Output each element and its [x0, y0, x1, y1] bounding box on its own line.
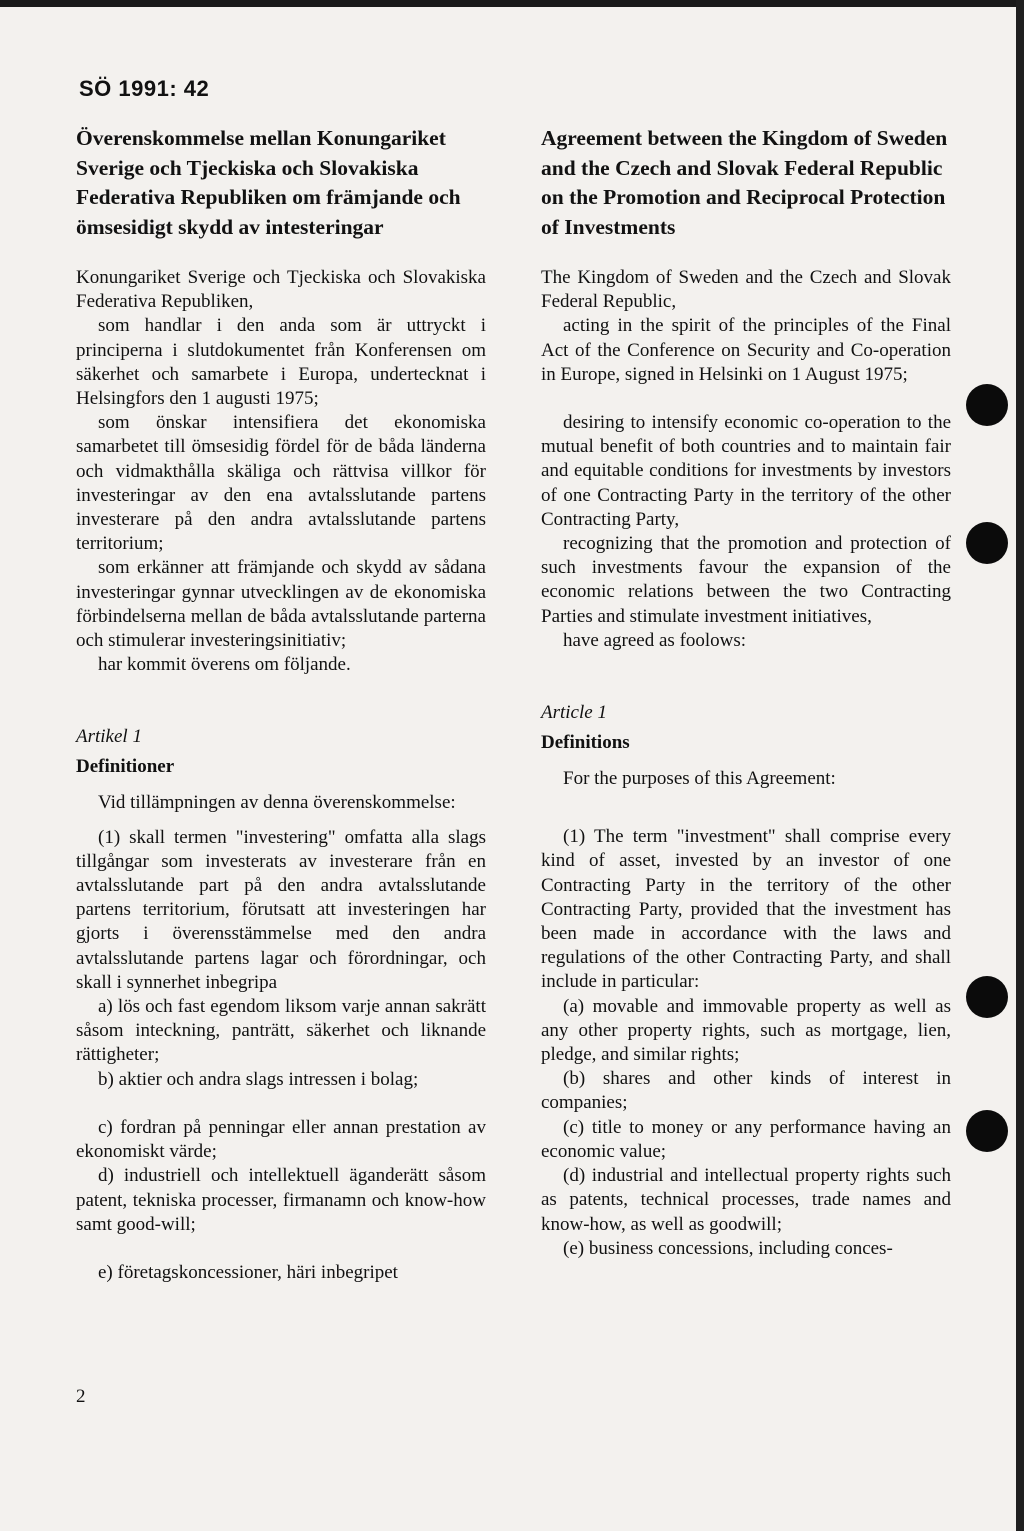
swedish-preamble-5: har kommit överens om följande. — [98, 654, 351, 676]
english-item-b: (b) shares and other kinds of interest in companies; — [541, 1068, 951, 1114]
swedish-item-1: (1) skall termen "investering" omfatta alla slags tillgångar som investerats av investerare från en avtalsslutande part på den andra avtalsslutande partens territorium, förutsatt att investeringen har gjorts i överensstämmelse med den andra avtalsslutande partens lagar och förordningar, och skall i synnerhet inbegripa — [76, 826, 486, 993]
english-item-a: (a) movable and immovable property as well as any other property rights, such as mortgage, lien, pledge, and similar rights; — [541, 995, 951, 1066]
english-preamble-2: acting in the spirit of the principles of the Final Act of the Conference on Security and Co-operation in Europe, signed in Helsinki on 1 August 1975; — [541, 315, 951, 385]
scan-top-edge — [0, 0, 1024, 7]
english-item-e: (e) business concessions, including conces- — [563, 1237, 893, 1259]
swedish-title: Överenskommelse mellan Konungariket Sverige och Tjeckiska och Slovakiska Federativa Republiken om främjande och ömsesidigt skydd av intesteringar — [76, 126, 461, 239]
english-column — [541, 124, 951, 1261]
document-reference: SÖ 1991: 42 — [79, 76, 210, 101]
scan-right-edge — [1016, 0, 1024, 1531]
english-title: Agreement between the Kingdom of Sweden and the Czech and Slovak Federal Republic on the Promotion and Reciprocal Protection of Investments — [541, 126, 948, 239]
swedish-preamble-4: som erkänner att främjande och skydd av sådana investeringar gynnar utvecklingen av de ekonomiska förbindelserna mellan de båda avtalsslutande parterna och stimulerar investeringsinitiativ; — [76, 557, 486, 652]
english-preamble-3: desiring to intensify economic co-operation to the mutual benefit of both countries and to maintain fair and equitable conditions for investments by investors of one Contracting Party in the territory of the other Contracting Party, — [541, 412, 951, 530]
english-article-intro: For the purposes of this Agreement: — [563, 768, 836, 790]
english-article-label: Article 1 — [541, 702, 607, 724]
swedish-preamble-2: som handlar i den anda som är uttryckt i principerna i slutdokumentet från Konferensen om säkerhet och samarbete i Europa, undertecknat i Helsingfors den 1 augusti 1975; — [76, 315, 486, 410]
english-preamble-5: have agreed as foolows: — [563, 629, 747, 651]
english-item-d: (d) industrial and intellectual property rights such as patents, technical processes, trade names and know-how, as well as goodwill; — [541, 1165, 951, 1235]
binder-hole-mark — [966, 976, 1008, 1018]
english-item-c: (c) title to money or any performance having an economic value; — [541, 1116, 951, 1162]
swedish-item-c: c) fordran på penningar eller annan prestation av ekonomiskt värde; — [76, 1116, 486, 1163]
swedish-item-d: d) industriell och intellektuell äganderätt såsom patent, tekniska processer, firmanamn och know-how samt good-will; — [76, 1165, 486, 1235]
english-article-heading: Definitions — [541, 732, 630, 754]
swedish-item-a: a) lös och fast egendom liksom varje annan sakrätt såsom inteckning, panträtt, säkerhet och liknande rättigheter; — [76, 996, 486, 1066]
english-preamble-4: recognizing that the promotion and protection of such investments favour the expansion of the economic relations between the two Contracting Parties and stimulate investment initiatives, — [541, 533, 951, 627]
page-number: 2 — [76, 1386, 86, 1407]
binder-hole-mark — [966, 1110, 1008, 1152]
swedish-article-heading: Definitioner — [76, 756, 175, 778]
binder-hole-mark — [966, 384, 1008, 426]
swedish-article-label: Artikel 1 — [76, 726, 142, 748]
english-preamble-1: The Kingdom of Sweden and the Czech and Slovak Federal Republic, — [541, 267, 951, 313]
english-item-1: (1) The term "investment" shall comprise every kind of asset, invested by an investor of one Contracting Party in the territory of the other Contracting Party, provided that the investment has been made in accordance with the laws and regulations of the other Contracting Party, and shall include in particular: — [541, 826, 951, 993]
swedish-column — [76, 124, 486, 1285]
swedish-preamble-3: som önskar intensifiera det ekonomiska samarbetet till ömsesidig fördel för de båda länderna och vidmakthålla skäliga och rättvisa villkor för investeringar av den ena avtalsslutande partens investerare på den andra avtalsslutande partens territorium; — [76, 412, 486, 555]
swedish-item-b: b) aktier och andra slags intressen i bolag; — [98, 1068, 419, 1090]
swedish-preamble-1: Konungariket Sverige och Tjeckiska och Slovakiska Federativa Republiken, — [76, 267, 486, 313]
binder-hole-mark — [966, 522, 1008, 564]
swedish-article-intro: Vid tillämpningen av denna överenskommelse: — [98, 792, 456, 814]
swedish-item-e: e) företagskoncessioner, häri inbegripet — [98, 1261, 398, 1283]
